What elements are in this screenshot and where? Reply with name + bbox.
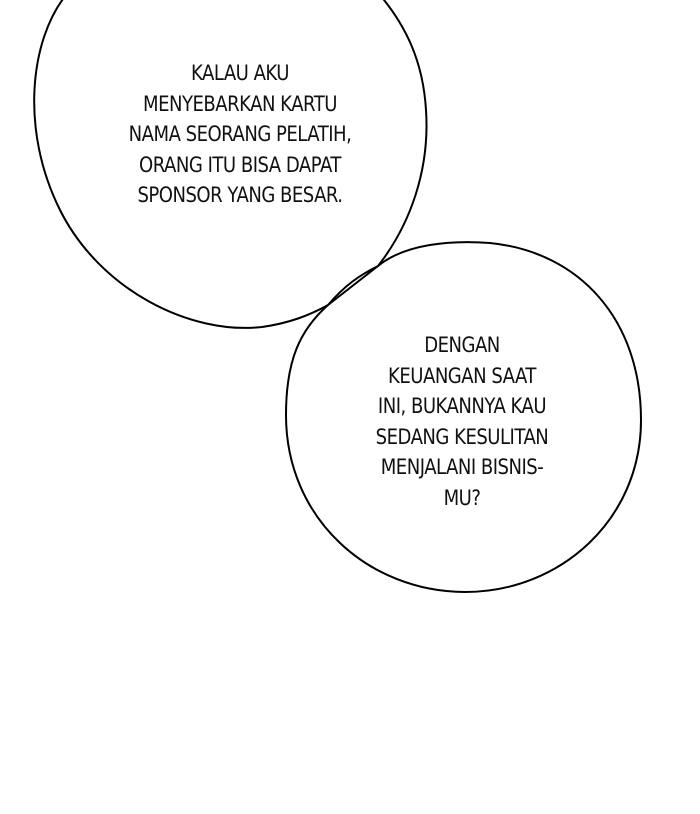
bubble-2-line: DENGAN (424, 333, 500, 357)
bubble-1-line: ORANG ITU BISA DAPAT (139, 152, 341, 177)
speech-bubble-1-text (68, 58, 412, 211)
speech-bubble-2-text (290, 330, 634, 513)
bubble-1-line: NAMA SEORANG PELATIH, (128, 122, 352, 146)
bubble-2-line: MENJALANI BISNIS- (380, 455, 544, 479)
bubble-1-line: SPONSOR YANG BESAR. (137, 183, 343, 207)
bubble-2-line: SEDANG KESULITAN (375, 424, 549, 449)
bubble-2-line: MU? (443, 485, 481, 510)
bubble-2-line: INI, BUKANNYA KAU (377, 394, 547, 418)
bubble-1-line: MENYEBARKAN KARTU (143, 91, 337, 116)
bubble-2-line: KEUANGAN SAAT (388, 363, 536, 388)
bubble-1-line: KALAU AKU (191, 61, 289, 85)
